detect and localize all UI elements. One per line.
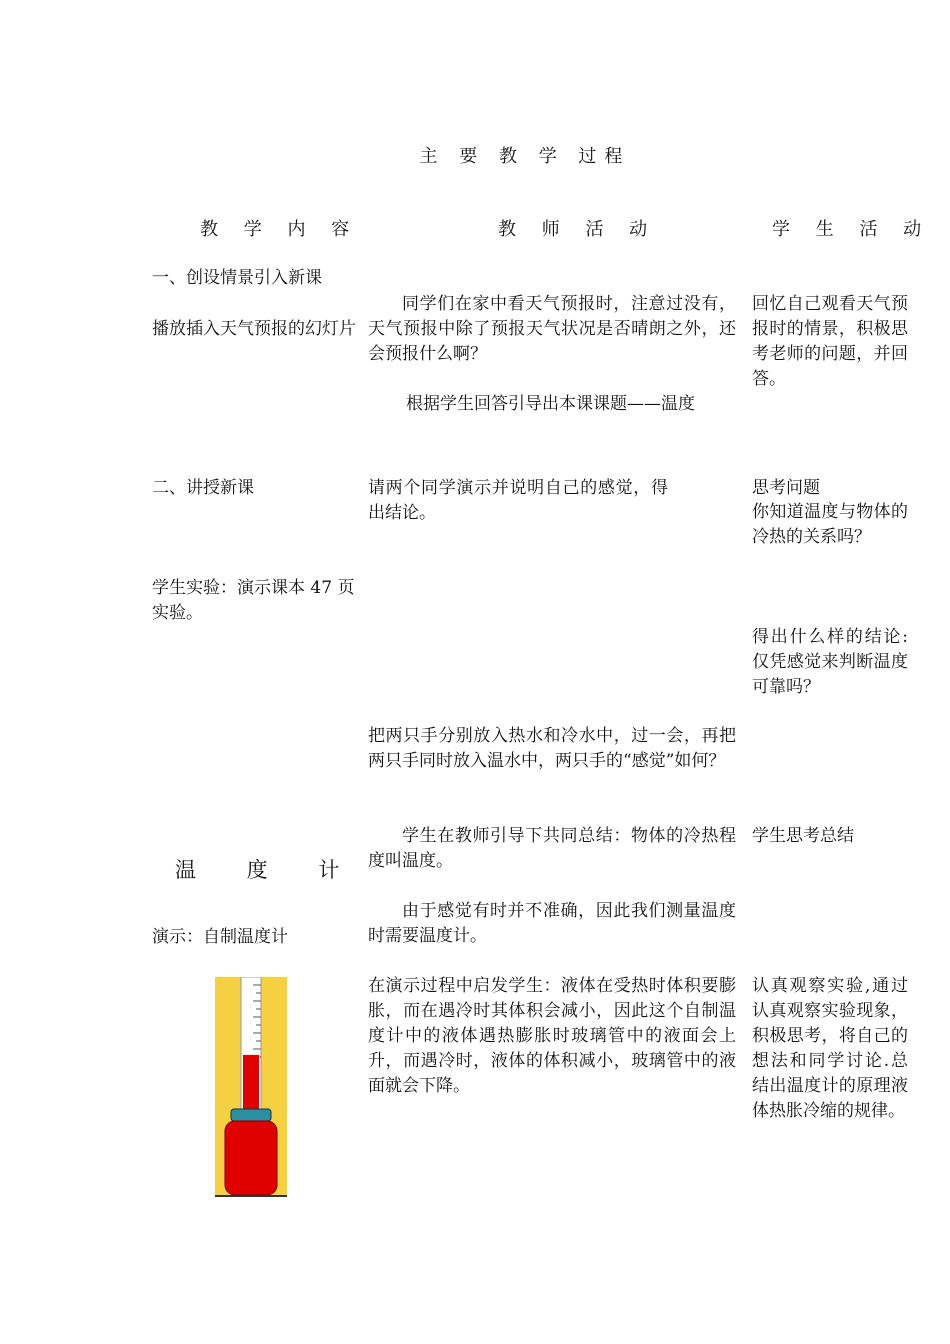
- teacher-text-3: 请两个同学演示并说明自己的感觉，得出结论。: [368, 478, 668, 523]
- student-text-4: 得出什么样的结论:仅凭感觉来判断温度可靠吗？: [752, 627, 908, 697]
- teacher-text-7: 在演示过程中启发学生：液体在受热时体积要膨胀，而在遇冷时其体积会减小，因此这个自制温度计中的液体遇热膨胀时玻璃管中的液面会上升，而遇冷时，液体的体积减小，玻璃管中的液面就会下降。: [368, 976, 736, 1096]
- student-text-1: 回忆自己观看天气预报时的情景，积极思考老师的问题，并回答。: [752, 294, 908, 389]
- demo-text: 演示：自制温度计: [152, 927, 288, 947]
- header-teacher: 教 师 活 动: [498, 219, 658, 240]
- bottle-cap: [231, 1109, 271, 1121]
- experiment-text: 学生实验：演示课本 47 页实验。: [152, 578, 355, 623]
- student-text-6: 认真观察实验,通过认真观察实验现象，积极思考，将自己的想法和同学讨论.总结出温度计的原理液体热胀冷缩的规律。: [752, 976, 908, 1121]
- teacher-text-1: 同学们在家中看天气预报时，注意过没有，天气预报中除了预报天气状况是否晴朗之外，还会预报什么啊？: [368, 294, 736, 364]
- section1-heading: 一、创设情景引入新课: [152, 268, 322, 288]
- student-text-5: 学生思考总结: [752, 826, 854, 846]
- section2-heading: 二、讲授新课: [152, 478, 254, 498]
- teacher-text-2: 根据学生回答引导出本课课题——温度: [406, 394, 695, 414]
- liquid-column: [243, 1055, 259, 1115]
- teacher-text-6: 由于感觉有时并不准确，因此我们测量温度时需要温度计。: [368, 901, 736, 946]
- header-content: 教 学 内 容: [200, 219, 360, 240]
- teacher-text-5: 学生在教师引导下共同总结：物体的冷热程度叫温度。: [368, 826, 736, 871]
- red-bottle: [225, 1121, 277, 1195]
- section1-text: 播放插入天气预报的幻灯片: [152, 319, 356, 339]
- student-text-2: 思考问题: [752, 478, 820, 498]
- teacher-text-4: 把两只手分别放入热水和冷水中，过一会，再把两只手同时放入温水中，两只手的“感觉”如何？: [368, 726, 736, 771]
- thermometer-heading: 温 度 计: [175, 858, 362, 882]
- homemade-thermometer-image: [215, 977, 287, 1197]
- header-student: 学 生 活 动: [772, 219, 932, 240]
- page-title: 主 要 教 学 过程: [419, 146, 631, 167]
- student-text-3: 你知道温度与物体的冷热的关系吗？: [752, 502, 908, 547]
